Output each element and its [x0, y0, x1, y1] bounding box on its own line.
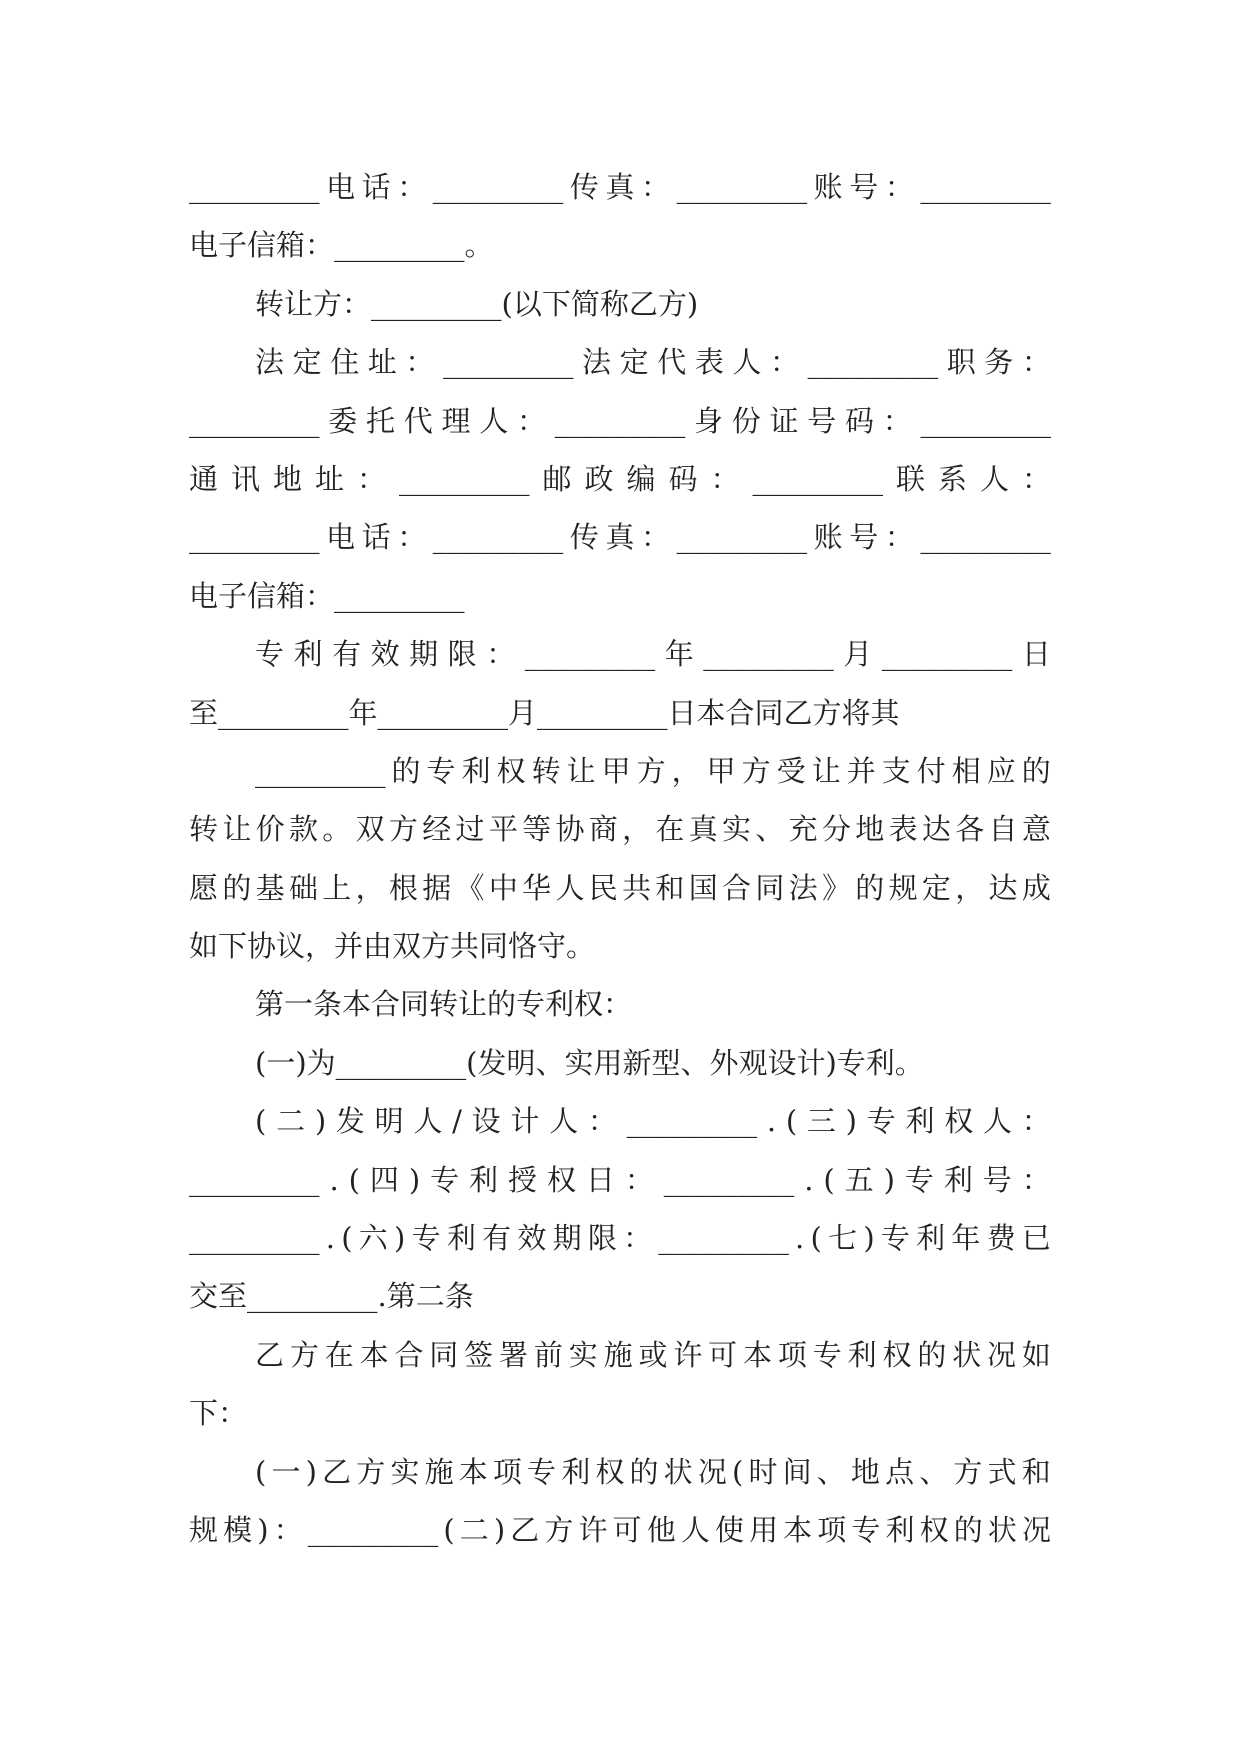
text-line: _________ . ( 六 ) 专 利 有 效 期 限 ： _________ . ( 七 ) 专 利 年 费 已 [189, 1221, 1051, 1256]
text-line: 规 模 ) ： _________ ( 二 ) 乙 方 许 可 他 人 使 用 本 项 专 利 权 的 状 况 [189, 1512, 1051, 1547]
text-line: _________ 委 托 代 理 人 ： _________ 身 份 证 号 码 ： _________ [189, 403, 1051, 438]
text-line: _________ 的 专 利 权 转 让 甲 方 ， 甲 方 受 让 并 支 付 相 应 的 [255, 753, 1051, 788]
text-line: 电子信箱：_________。 [189, 228, 494, 263]
text-line: 法 定 住 址 ： _________ 法 定 代 表 人 ： _________ 职 务 ： [255, 345, 1051, 380]
text-line: 乙 方 在 本 合 同 签 署 前 实 施 或 许 可 本 项 专 利 权 的 状 况 如 [255, 1337, 1051, 1372]
text-line: 至_________年_________月_________日本合同乙方将其 [189, 695, 900, 730]
text-line: 下： [189, 1396, 248, 1431]
text-line: 通 讯 地 址 ： _________ 邮 政 编 码 ： _________ 联 系 人 ： [189, 461, 1051, 496]
text-line: _________ . ( 四 ) 专 利 授 权 日 ： _________ . ( 五 ) 专 利 号 ： [189, 1162, 1051, 1197]
text-line: _________ 电 话 ： _________ 传 真 ： _________ 账 号 ： _________ [189, 520, 1051, 555]
text-line: ( 一 ) 乙 方 实 施 本 项 专 利 权 的 状 况 ( 时 间 、 地 点 、 方 式 和 [255, 1454, 1051, 1489]
text-line: 转 让 价 款 。 双 方 经 过 平 等 协 商 ， 在 真 实 、 充 分 地 表 达 各 自 意 [189, 812, 1051, 847]
document-body [189, 158, 1051, 1559]
text-line: 电子信箱：_________ [189, 578, 465, 613]
text-line: 愿 的 基 础 上 ， 根 据 《 中 华 人 民 共 和 国 合 同 法 》 的 规 定 ， 达 成 [189, 870, 1051, 905]
text-line: (一)为_________(发明、实用新型、外观设计)专利。 [255, 1045, 924, 1080]
text-line: _________ 电 话 ： _________ 传 真 ： _________ 账 号 ： _________ [189, 170, 1051, 204]
text-line: 转让方：_________(以下简称乙方) [255, 286, 699, 321]
text-line: 专 利 有 效 期 限 ： _________ 年 _________ 月 _________ 日 [255, 637, 1051, 672]
text-line: 第一条本合同转让的专利权： [255, 987, 633, 1022]
text-line: 交至_________.第二条 [189, 1279, 474, 1314]
text-line: ( 二 ) 发 明 人 / 设 计 人 ： _________ . ( 三 ) 专 利 权 人 ： [255, 1104, 1051, 1139]
text-line: 如下协议，并由双方共同恪守。 [189, 929, 596, 964]
